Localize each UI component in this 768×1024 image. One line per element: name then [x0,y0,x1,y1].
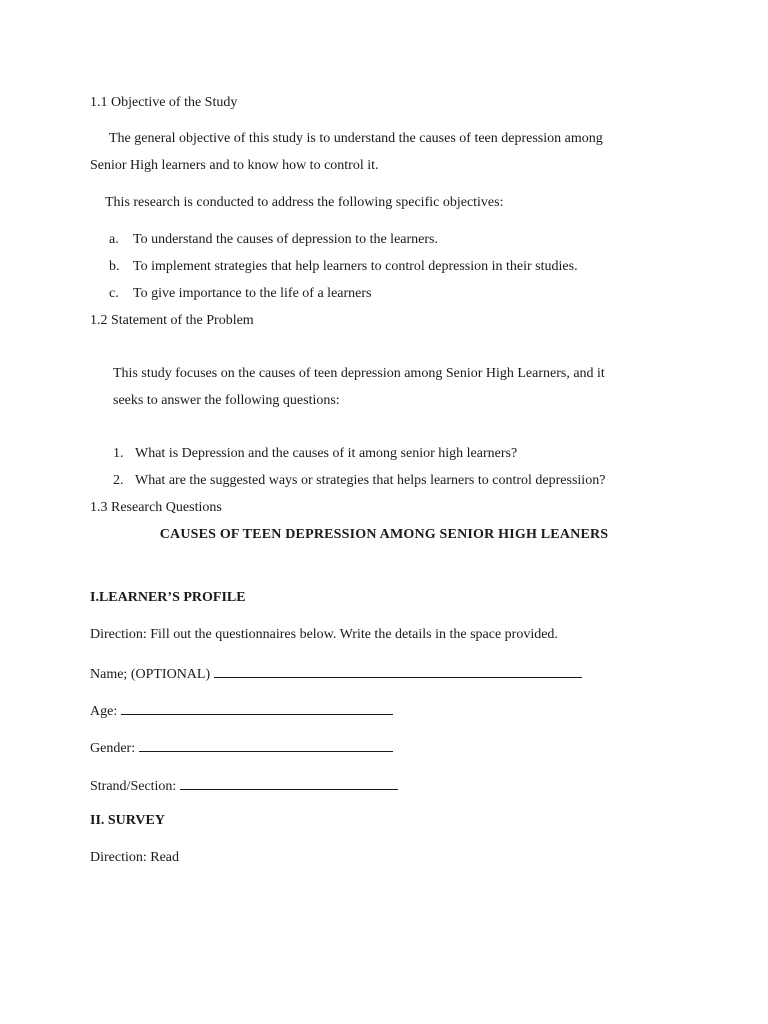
list-marker: b. [109,259,120,274]
strand-field-row [90,776,398,795]
objective-item [90,232,438,248]
gender-blank[interactable] [139,738,393,752]
objectives-intro: This research is conducted to address the following specific objectives: [105,195,504,210]
question-item [90,473,605,489]
survey-direction: Direction: Read [90,850,180,865]
objective-paragraph-line1: The general objective of this study is to understand the causes of teen depression among [109,131,603,146]
objective-item [90,286,371,302]
objective-item [90,259,578,275]
age-blank[interactable] [121,701,393,715]
profile-heading: I.LEARNER’S PROFILE [90,590,246,605]
section-heading-problem: 1.2 Statement of the Problem [90,313,254,328]
objective-text: To give importance to the life of a learners [133,286,372,301]
name-blank[interactable] [214,664,582,678]
profile-direction: Direction: Fill out the questionnaires below. Write the details in the space provided. [90,627,558,642]
objective-paragraph-line2: Senior High learners and to know how to control it. [90,158,379,173]
name-field-row [90,664,582,683]
question-text: What are the suggested ways or strategies that helps learners to control depressiion? [135,473,606,488]
gender-label: Gender: [90,741,136,756]
list-marker: 1. [113,446,124,461]
section-heading-objective: 1.1 Objective of the Study [90,95,238,110]
list-marker: 2. [113,473,124,488]
name-label: Name; (OPTIONAL) [90,667,211,682]
objective-text: To understand the causes of depression to the learners. [133,232,438,247]
age-field-row [90,701,393,720]
objective-text: To implement strategies that help learners to control depression in their studies. [133,259,578,274]
strand-blank[interactable] [180,776,398,790]
problem-paragraph-line2: seeks to answer the following questions: [113,393,340,408]
questionnaire-title: CAUSES OF TEEN DEPRESSION AMONG SENIOR HIGH LEANERS [159,527,609,542]
list-marker: a. [109,232,119,247]
strand-label: Strand/Section: [90,779,177,794]
age-label: Age: [90,704,118,719]
gender-field-row [90,738,393,757]
section-heading-research-questions: 1.3 Research Questions [90,500,222,515]
problem-paragraph-line1: This study focuses on the causes of teen depression among Senior High Learners, and it [113,366,605,381]
list-marker: c. [109,286,119,301]
question-text: What is Depression and the causes of it among senior high learners? [135,446,518,461]
question-item [90,446,517,462]
survey-heading: II. SURVEY [90,813,165,828]
